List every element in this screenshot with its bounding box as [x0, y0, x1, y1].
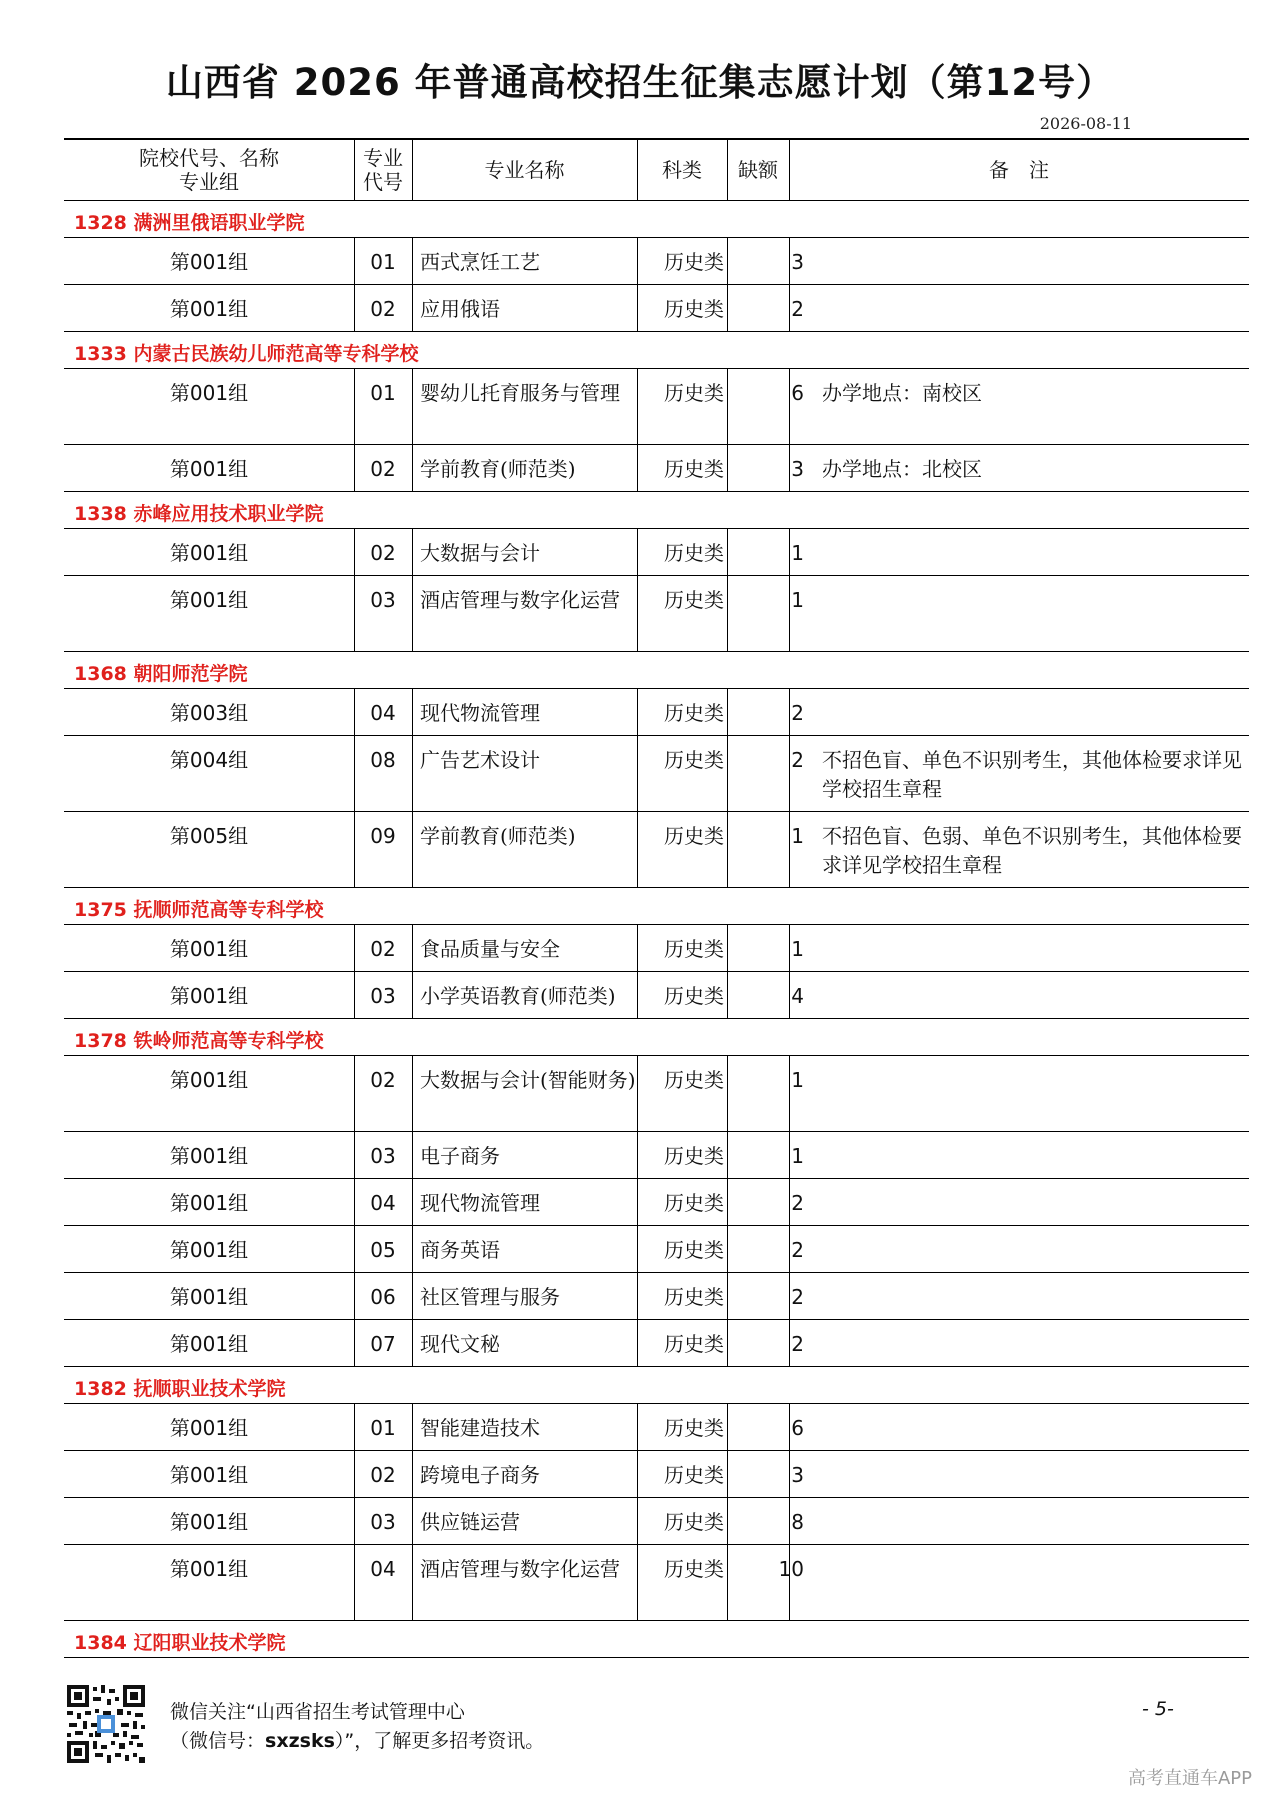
plan-table — [64, 138, 1249, 1658]
major-name-cell: 学前教育(师范类) — [420, 457, 576, 481]
table-row — [64, 812, 1249, 888]
school-row — [64, 1019, 1249, 1056]
watermark: 高考直通车APP — [1127, 1768, 1252, 1789]
group-cell: 第001组 — [169, 1285, 249, 1309]
major-code-cell: 02 — [370, 297, 396, 321]
major-name-cell: 婴幼儿托育服务与管理 — [420, 381, 620, 405]
major-name-cell: 酒店管理与数字化运营 — [420, 1557, 620, 1581]
category-cell: 历史类 — [664, 1332, 724, 1356]
major-name-cell: 智能建造技术 — [420, 1416, 540, 1440]
table-row — [64, 1273, 1249, 1320]
quota-cell: 1 — [791, 1068, 804, 1092]
school-row — [64, 652, 1249, 689]
quota-cell: 1 — [791, 541, 804, 565]
group-cell: 第004组 — [169, 748, 249, 772]
group-cell: 第003组 — [169, 701, 249, 725]
major-name-cell: 社区管理与服务 — [420, 1285, 560, 1309]
quota-cell: 1 — [791, 937, 804, 961]
header-major: 专业名称 — [484, 158, 565, 182]
major-code-cell: 03 — [370, 1510, 396, 1534]
table-row — [64, 1451, 1249, 1498]
category-cell: 历史类 — [664, 984, 724, 1008]
group-cell: 第001组 — [169, 984, 249, 1008]
group-cell: 第001组 — [169, 937, 249, 961]
major-code-cell: 02 — [370, 1463, 396, 1487]
quota-cell: 6 — [791, 381, 804, 405]
major-name-cell: 酒店管理与数字化运营 — [420, 588, 620, 612]
footer-wechat-id: sxzsks — [265, 1730, 335, 1752]
school-row — [64, 1621, 1249, 1658]
note-cell: 办学地点：北校区 — [822, 457, 982, 481]
category-cell: 历史类 — [664, 748, 724, 772]
group-cell: 第001组 — [169, 297, 249, 321]
major-name-cell: 电子商务 — [420, 1144, 500, 1168]
table-row — [64, 1498, 1249, 1545]
school-row — [64, 332, 1249, 369]
major-code-cell: 03 — [370, 1144, 396, 1168]
major-code-cell: 01 — [370, 250, 396, 274]
group-cell: 第001组 — [169, 250, 249, 274]
school-row — [64, 888, 1249, 925]
school-title: 1378 铁岭师范高等专科学校 — [74, 1030, 324, 1052]
group-cell: 第005组 — [169, 824, 249, 848]
group-cell: 第001组 — [169, 1463, 249, 1487]
quota-cell: 2 — [791, 297, 804, 321]
major-code-cell: 02 — [370, 457, 396, 481]
header-code: 专业 代号 — [363, 146, 403, 194]
category-cell: 历史类 — [664, 937, 724, 961]
header-quota: 缺额 — [738, 158, 778, 182]
header-note: 备 注 — [989, 158, 1049, 182]
category-cell: 历史类 — [664, 381, 724, 405]
school-title: 1375 抚顺师范高等专科学校 — [74, 899, 324, 921]
school-title: 1368 朝阳师范学院 — [74, 663, 248, 685]
major-code-cell: 03 — [370, 984, 396, 1008]
table-row — [64, 1226, 1249, 1273]
major-code-cell: 09 — [370, 824, 396, 848]
major-code-cell: 04 — [370, 1191, 396, 1215]
note-cell: 不招色盲、色弱、单色不识别考生，其他体检要求详见学校招生章程 — [822, 824, 1242, 877]
quota-cell: 2 — [791, 748, 804, 772]
major-name-cell: 学前教育(师范类) — [420, 824, 576, 848]
category-cell: 历史类 — [664, 1416, 724, 1440]
publish-date: 2026-08-11 — [1039, 114, 1132, 133]
major-name-cell: 现代文秘 — [420, 1332, 500, 1356]
group-cell: 第001组 — [169, 1068, 249, 1092]
quota-cell: 1 — [791, 824, 804, 848]
group-cell: 第001组 — [169, 1557, 249, 1581]
major-code-cell: 08 — [370, 748, 396, 772]
category-cell: 历史类 — [664, 1510, 724, 1534]
group-cell: 第001组 — [169, 1416, 249, 1440]
footer-wechat-id-prefix: （微信号： — [170, 1730, 266, 1752]
major-name-cell: 食品质量与安全 — [420, 937, 560, 961]
table-row — [64, 736, 1249, 812]
major-name-cell: 商务英语 — [420, 1238, 500, 1262]
table-row — [64, 369, 1249, 445]
table-row — [64, 576, 1249, 652]
major-name-cell: 跨境电子商务 — [420, 1463, 540, 1487]
quota-cell: 1 — [791, 1144, 804, 1168]
note-cell: 办学地点：南校区 — [822, 381, 982, 405]
quota-cell: 3 — [791, 457, 804, 481]
table-row — [64, 972, 1249, 1019]
footer-wechat-line: 微信关注“山西省招生考试管理中心 — [170, 1701, 465, 1723]
category-cell: 历史类 — [664, 701, 724, 725]
school-title: 1328 满洲里俄语职业学院 — [74, 212, 305, 234]
group-cell: 第001组 — [169, 381, 249, 405]
quota-cell: 2 — [791, 1191, 804, 1215]
table-row — [64, 1545, 1249, 1621]
qr-code-icon — [65, 1683, 147, 1765]
category-cell: 历史类 — [664, 1144, 724, 1168]
school-row — [64, 1367, 1249, 1404]
header-group: 院校代号、名称 专业组 — [139, 146, 279, 194]
table-header — [64, 138, 1249, 201]
table-row — [64, 529, 1249, 576]
major-code-cell: 06 — [370, 1285, 396, 1309]
major-code-cell: 07 — [370, 1332, 396, 1356]
group-cell: 第001组 — [169, 1191, 249, 1215]
table-body — [64, 201, 1249, 1658]
major-code-cell: 01 — [370, 381, 396, 405]
quota-cell: 4 — [791, 984, 804, 1008]
major-code-cell: 02 — [370, 1068, 396, 1092]
footer-wechat-id-suffix: ）”，了解更多招考资讯。 — [334, 1730, 545, 1752]
major-code-cell: 03 — [370, 588, 396, 612]
group-cell: 第001组 — [169, 1238, 249, 1262]
major-name-cell: 大数据与会计 — [420, 541, 540, 565]
category-cell: 历史类 — [664, 250, 724, 274]
table-row — [64, 689, 1249, 736]
category-cell: 历史类 — [664, 1068, 724, 1092]
table-row — [64, 445, 1249, 492]
quota-cell: 8 — [791, 1510, 804, 1534]
category-cell: 历史类 — [664, 1285, 724, 1309]
table-row — [64, 1404, 1249, 1451]
table-row — [64, 285, 1249, 332]
group-cell: 第001组 — [169, 457, 249, 481]
major-code-cell: 01 — [370, 1416, 396, 1440]
group-cell: 第001组 — [169, 1144, 249, 1168]
group-cell: 第001组 — [169, 1332, 249, 1356]
school-title: 1338 赤峰应用技术职业学院 — [74, 503, 324, 525]
major-name-cell: 应用俄语 — [420, 297, 500, 321]
major-code-cell: 04 — [370, 701, 396, 725]
major-name-cell: 广告艺术设计 — [420, 748, 540, 772]
major-code-cell: 05 — [370, 1238, 396, 1262]
group-cell: 第001组 — [169, 541, 249, 565]
school-title: 1384 辽阳职业技术学院 — [74, 1632, 286, 1654]
note-cell: 不招色盲、单色不识别考生，其他体检要求详见学校招生章程 — [822, 748, 1242, 801]
table-row — [64, 1132, 1249, 1179]
group-cell: 第001组 — [169, 1510, 249, 1534]
quota-cell: 2 — [791, 1285, 804, 1309]
group-cell: 第001组 — [169, 588, 249, 612]
category-cell: 历史类 — [664, 1557, 724, 1581]
school-title: 1333 内蒙古民族幼儿师范高等专科学校 — [74, 343, 419, 365]
table-row — [64, 925, 1249, 972]
quota-cell: 3 — [791, 250, 804, 274]
category-cell: 历史类 — [664, 541, 724, 565]
category-cell: 历史类 — [664, 588, 724, 612]
quota-cell: 6 — [791, 1416, 804, 1440]
major-name-cell: 西式烹饪工艺 — [420, 250, 540, 274]
quota-cell: 2 — [791, 1238, 804, 1262]
major-code-cell: 02 — [370, 541, 396, 565]
school-row — [64, 201, 1249, 238]
table-row — [64, 1056, 1249, 1132]
quota-cell: 2 — [791, 701, 804, 725]
table-row — [64, 1179, 1249, 1226]
quota-cell: 2 — [791, 1332, 804, 1356]
major-code-cell: 02 — [370, 937, 396, 961]
category-cell: 历史类 — [664, 824, 724, 848]
header-category: 科类 — [662, 158, 702, 182]
category-cell: 历史类 — [664, 457, 724, 481]
footer-wechat-id-line — [170, 1726, 544, 1753]
page-title: 山西省 2026 年普通高校招生征集志愿计划（第12号） — [165, 61, 1115, 104]
category-cell: 历史类 — [664, 1191, 724, 1215]
category-cell: 历史类 — [664, 1238, 724, 1262]
category-cell: 历史类 — [664, 1463, 724, 1487]
school-row — [64, 492, 1249, 529]
category-cell: 历史类 — [664, 297, 724, 321]
quota-cell: 10 — [778, 1557, 804, 1581]
quota-cell: 3 — [791, 1463, 804, 1487]
table-row — [64, 1320, 1249, 1367]
major-name-cell: 现代物流管理 — [420, 1191, 540, 1215]
page-number: - 5- — [1142, 1698, 1174, 1720]
major-name-cell: 大数据与会计(智能财务) — [420, 1068, 636, 1092]
major-code-cell: 04 — [370, 1557, 396, 1581]
major-name-cell: 小学英语教育(师范类) — [420, 984, 616, 1008]
school-title: 1382 抚顺职业技术学院 — [74, 1378, 286, 1400]
major-name-cell: 供应链运营 — [420, 1510, 520, 1534]
table-row — [64, 238, 1249, 285]
quota-cell: 1 — [791, 588, 804, 612]
major-name-cell: 现代物流管理 — [420, 701, 540, 725]
